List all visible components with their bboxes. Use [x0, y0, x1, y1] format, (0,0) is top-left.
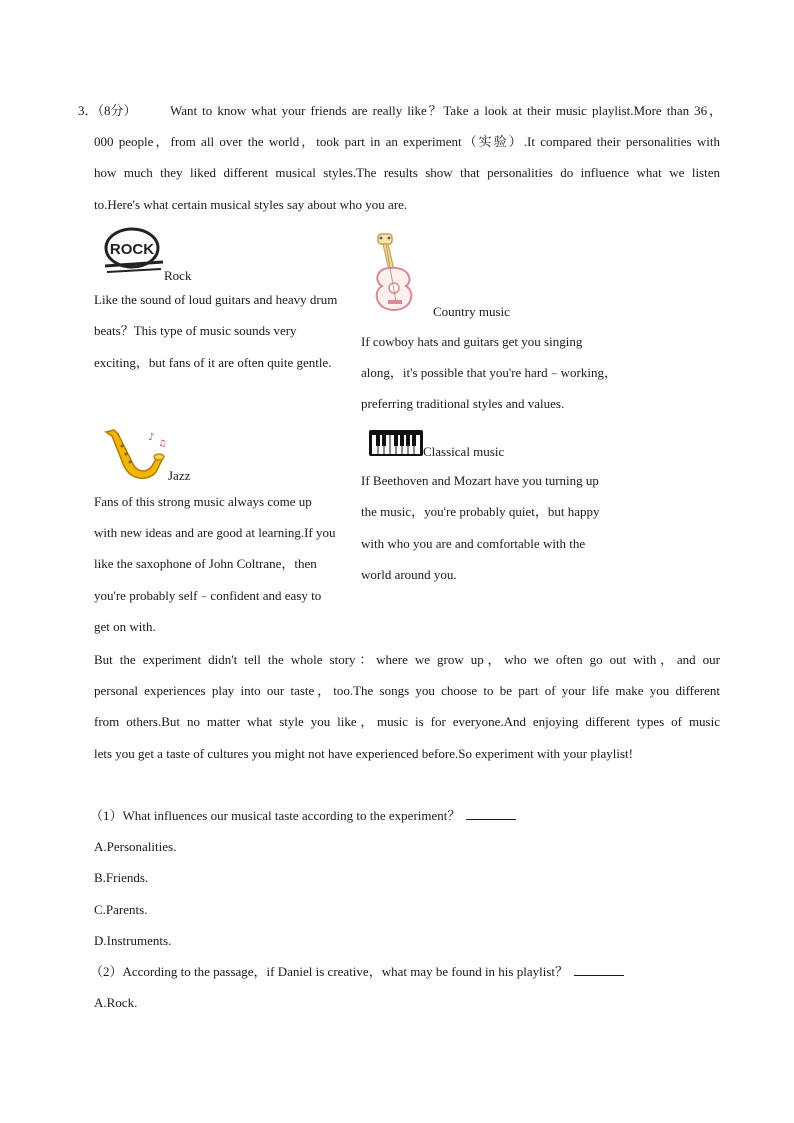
- saxophone-icon: [100, 426, 170, 480]
- option-1-d: D.Instruments.: [94, 933, 172, 948]
- question-points: （8分）: [97, 103, 137, 118]
- option-2-a: A.Rock.: [94, 995, 138, 1010]
- jazz-title: Jazz: [168, 468, 191, 483]
- jazz-line-4: you're probably self﹣confident and easy to: [94, 588, 322, 603]
- answer-blank-2[interactable]: [574, 963, 624, 976]
- guitar-icon: [368, 232, 430, 314]
- rock-title: Rock: [164, 268, 192, 283]
- closing-line-2: personal experiences play into our taste，too.The songs you choose to be part of your life make you different: [94, 683, 720, 698]
- classical-line-4: world around you.: [361, 567, 457, 582]
- option-1-c: C.Parents.: [94, 902, 148, 917]
- classical-line-3: with who you are and comfortable with the: [361, 536, 586, 551]
- jazz-line-2: with new ideas and are good at learning.If you: [94, 525, 336, 540]
- answer-blank-1[interactable]: [466, 807, 516, 820]
- closing-line-1: But the experiment didn't tell the whole story：where we grow up，who we often go out with，and our: [94, 652, 720, 667]
- classical-title: Classical music: [423, 444, 505, 459]
- rock-line-2: beats？This type of music sounds very: [94, 323, 297, 338]
- rock-line-1: Like the sound of loud guitars and heavy drum: [94, 292, 338, 307]
- option-1-b: B.Friends.: [94, 870, 149, 885]
- intro-line-4: to.Here's what certain musical styles say about who you are.: [94, 197, 408, 212]
- sub-question-1: [90, 807, 516, 825]
- jazz-line-1: Fans of this strong music always come up: [94, 494, 312, 509]
- jazz-line-5: get on with.: [94, 619, 156, 634]
- sub-question-2: [90, 963, 624, 981]
- option-1-a: A.Personalities.: [94, 839, 177, 854]
- sub-question-1-stem: （1）What influences our musical taste according to the experiment？: [90, 808, 461, 823]
- classical-line-2: the music，you're probably quiet，but happy: [361, 504, 600, 519]
- intro-line-3: how much they liked different musical styles.The results show that personalities do influence what we listen: [94, 165, 720, 180]
- rock-line-3: exciting，but fans of it are often quite gentle.: [94, 355, 332, 370]
- country-title: Country music: [433, 304, 510, 319]
- svg-text:♫: ♫: [158, 439, 167, 449]
- rock-badge-text: ROCK: [109, 241, 155, 258]
- svg-text:♪: ♪: [148, 432, 155, 443]
- country-line-3: preferring traditional styles and values.: [361, 396, 565, 411]
- closing-line-4: lets you get a taste of cultures you might not have experienced before.So experiment with your playlist!: [94, 746, 633, 761]
- country-line-2: along，it's possible that you're hard﹣working，: [361, 365, 617, 380]
- sub-question-2-stem: （2）According to the passage，if Daniel is creative，what may be found in his playlist？: [90, 964, 568, 979]
- closing-line-3: from others.But no matter what style you like，music is for everyone.And enjoying different types of music: [94, 714, 720, 729]
- jazz-line-3: like the saxophone of John Coltrane，then: [94, 556, 317, 571]
- country-line-1: If cowboy hats and guitars get you singing: [361, 334, 583, 349]
- intro-line-2: 000 people，from all over the world，took part in an experiment（实验）.It compared their personalities with: [94, 134, 720, 149]
- rock-badge-icon: [103, 226, 165, 276]
- piano-keyboard-icon: [369, 430, 423, 456]
- intro-line-1: Want to know what your friends are really like？Take a look at their music playlist.More than 36，: [170, 103, 722, 118]
- classical-line-1: If Beethoven and Mozart have you turning up: [361, 473, 599, 488]
- question-number: 3．（8分）: [78, 103, 137, 118]
